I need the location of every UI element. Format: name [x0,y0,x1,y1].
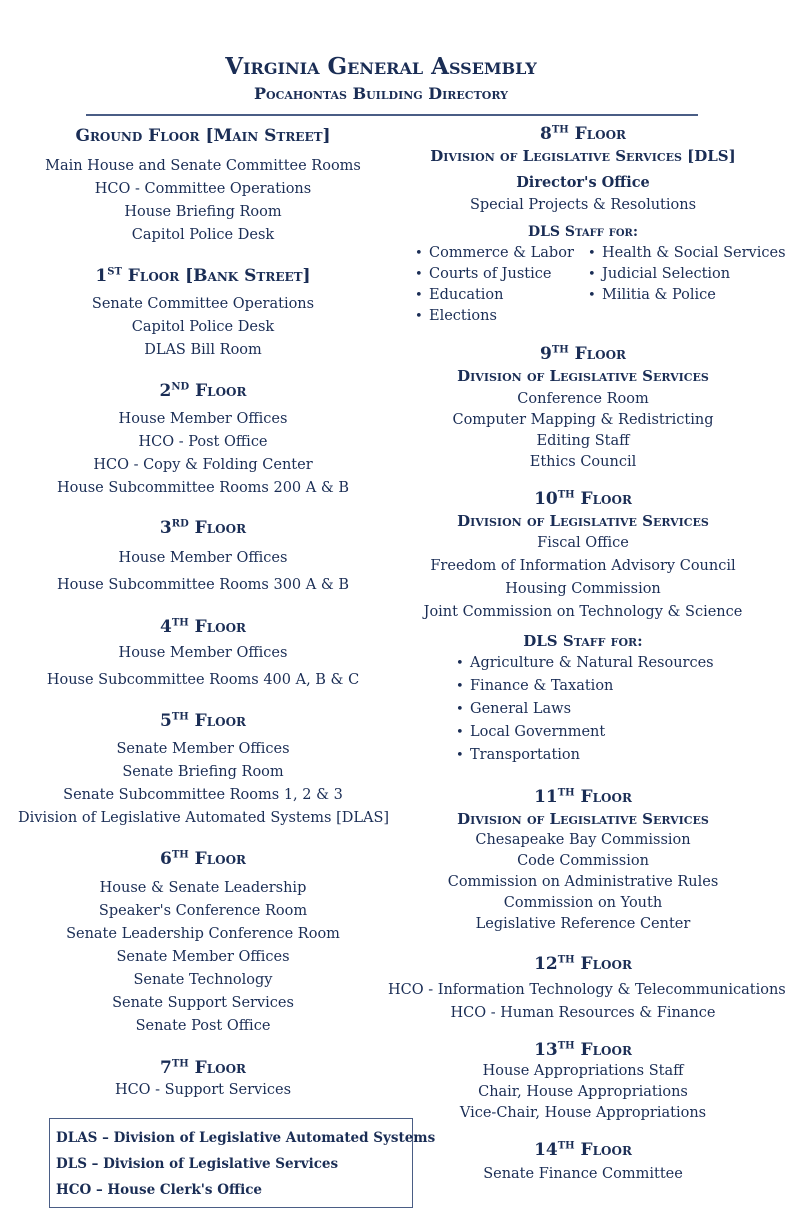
directory-item: House Appropriations Staff [482,1063,684,1079]
floor-heading: 10TH Floor [534,489,632,509]
staff-item: • Militia & Police [588,285,786,306]
division-name: Division of Legislative Services [457,810,709,828]
staff-item: • Judicial Selection [588,264,786,285]
floor-heading: 3RD Floor [159,518,247,538]
section-10th-floor [388,488,778,767]
section-7th-floor [18,1057,388,1102]
section-1st-floor [18,265,388,362]
directory-item: Commission on Youth [503,895,663,911]
division-name: Division of Legislative Services [457,512,709,530]
staff-list-col-1 [415,243,574,327]
floor-heading: 1ST Floor [Bank Street] [95,266,311,286]
directory-item: Special Projects & Resolutions [469,197,697,213]
floor-heading: 5TH Floor [159,711,247,731]
section-14th-floor [388,1139,778,1186]
directory-item: Ethics Council [529,454,637,470]
section-11th-floor [388,786,778,935]
abbreviation-legend [49,1118,436,1208]
directory-item: Senate Support Services [112,995,294,1011]
legend-item-hco: HCO – House Clerk's Office [56,1182,263,1198]
staff-item: • Education [415,285,574,306]
directory-item: Senate Member Offices [116,741,290,757]
directory-item: Editing Staff [536,433,630,449]
directory-item: Senate Member Offices [116,949,290,965]
staff-item: • Local Government [456,721,778,744]
section-13th-floor [388,1039,778,1124]
staff-item: • Finance & Taxation [456,675,778,698]
staff-item: • Agriculture & Natural Resources [456,652,778,675]
directory-item: Capitol Police Desk [131,227,275,243]
staff-item: • Commerce & Labor [415,243,574,264]
section-9th-floor [388,343,778,473]
directory-item: Vice-Chair, House Appropriations [459,1105,707,1121]
directory-item: Housing Commission [505,581,661,597]
directory-item: Senate Finance Committee [483,1166,683,1182]
floor-heading: 12TH Floor [534,954,632,974]
directory-item: House Member Offices [118,645,288,661]
staff-item: • Transportation [456,744,778,767]
staff-item: • Health & Social Services [588,243,786,264]
directory-item: Senate Committee Operations [91,296,315,312]
directory-item: HCO - Post Office [138,434,268,450]
floor-heading: 14TH Floor [534,1140,632,1160]
section-4th-floor [18,616,388,692]
directory-item: Senate Post Office [135,1018,271,1034]
legend-item-dls: DLS – Division of Legislative Services [56,1156,339,1172]
directory-item: HCO - Human Resources & Finance [450,1005,716,1021]
directory-item: HCO - Committee Operations [94,181,312,197]
directory-item: Senate Leadership Conference Room [66,926,340,942]
floor-heading: 13TH Floor [534,1040,632,1060]
directory-item: Computer Mapping & Redistricting [452,412,714,428]
directory-item: Conference Room [517,391,649,407]
directory-item: Legislative Reference Center [475,916,691,932]
directory-item: House Briefing Room [124,204,282,220]
directory-item: Senate Briefing Room [122,764,284,780]
directory-item: HCO - Support Services [114,1082,292,1098]
directory-item: Joint Commission on Technology & Science [423,604,743,620]
staff-heading: DLS Staff for: [527,224,639,240]
directory-item: House & Senate Leadership [99,880,307,896]
directory-item: Commission on Administrative Rules [447,874,719,890]
section-ground-floor [18,125,388,247]
staff-item: • Courts of Justice [415,264,574,285]
floor-heading: 7TH Floor [159,1058,247,1078]
directory-item: HCO - Copy & Folding Center [93,457,313,473]
staff-list [388,243,786,331]
floor-heading: 9TH Floor [539,344,627,364]
document-subtitle: Pocahontas Building Directory [254,84,508,103]
directory-item: Freedom of Information Advisory Council [430,558,736,574]
directory-item: DLAS Bill Room [144,342,262,358]
directory-item: HCO - Information Technology & Telecommunications [388,982,786,998]
section-8th-floor [388,123,786,331]
directory-item: Chesapeake Bay Commission [475,832,691,848]
directory-item: Speaker's Conference Room [98,903,308,919]
legend-item-dlas: DLAS – Division of Legislative Automated Systems [56,1130,436,1146]
staff-item: • Elections [415,306,574,327]
section-5th-floor [18,710,388,830]
division-name: Division of Legislative Services [457,367,709,385]
directory-item: House Subcommittee Rooms 400 A, B & C [46,672,360,688]
directory-item: House Member Offices [118,550,288,566]
staff-list [456,652,778,767]
directory-item: House Member Offices [118,411,288,427]
staff-item: • General Laws [456,698,778,721]
directory-item: House Subcommittee Rooms 300 A & B [56,577,350,593]
floor-heading: 2ND Floor [159,381,247,401]
directory-item: Chair, House Appropriations [478,1084,688,1100]
staff-list-col-2 [588,243,786,306]
directory-item: Senate Subcommittee Rooms 1, 2 & 3 [63,787,343,803]
directory-item: Fiscal Office [537,535,629,551]
section-12th-floor [388,953,786,1025]
floor-heading: 8TH Floor [539,124,627,144]
floor-heading: Ground Floor [Main Street] [75,126,331,146]
staff-heading: DLS Staff for: [523,632,643,650]
directory-item: Division of Legislative Automated Systems [DLAS] [18,810,390,826]
directors-office: Director's Office [516,174,650,191]
document-title: Virginia General Assembly [225,53,537,80]
floor-heading: 4TH Floor [159,617,247,637]
title-divider [86,114,698,116]
directory-item: Senate Technology [133,972,273,988]
floor-heading: 11TH Floor [534,787,632,807]
section-2nd-floor [18,380,388,500]
section-6th-floor [18,848,388,1038]
section-3rd-floor [18,517,388,597]
floor-heading: 6TH Floor [159,849,247,869]
directory-item: Code Commission [517,853,649,869]
directory-item: Main House and Senate Committee Rooms [45,158,361,174]
directory-item: Capitol Police Desk [131,319,275,335]
directory-item: House Subcommittee Rooms 200 A & B [56,480,350,496]
division-name: Division of Legislative Services [DLS] [430,147,736,165]
